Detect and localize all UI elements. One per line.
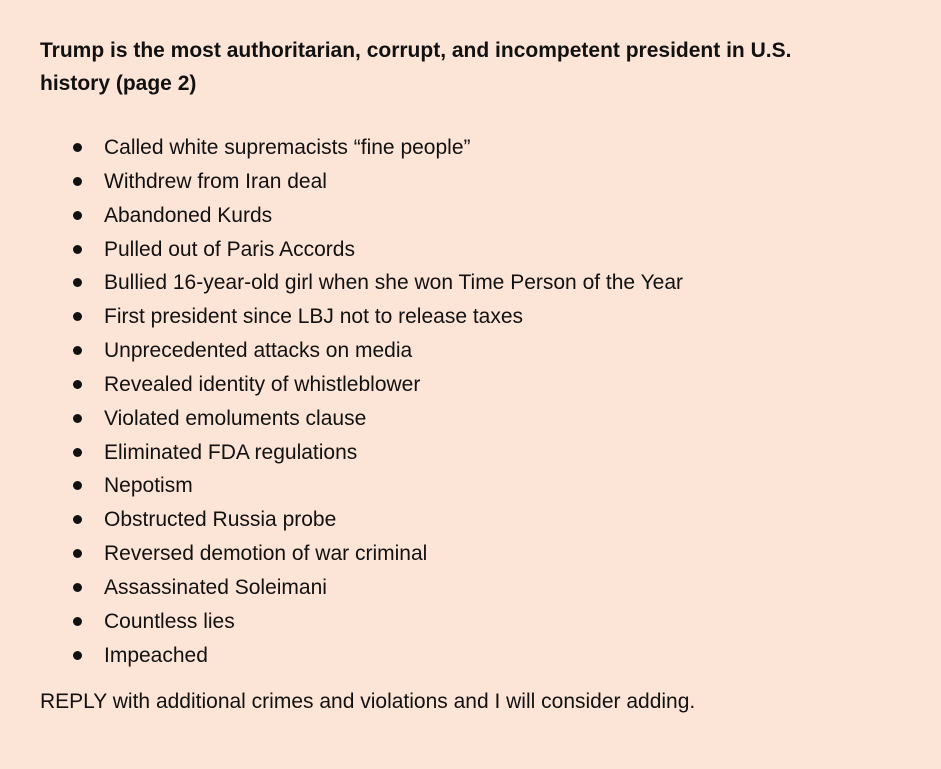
list-item	[40, 233, 683, 267]
bullet-icon	[73, 380, 82, 389]
bullet-icon	[73, 583, 82, 592]
bullet-icon	[73, 414, 82, 423]
bullet-icon	[73, 177, 82, 186]
bullet-icon	[73, 651, 82, 660]
document-title: Trump is the most authoritarian, corrupt, and incompetent president in U.S. history (page 2)	[40, 39, 792, 95]
list-item-text: Revealed identity of whistleblower	[104, 372, 421, 396]
bullet-icon	[73, 549, 82, 558]
list-item	[40, 571, 683, 605]
list-item-text: Nepotism	[104, 474, 193, 498]
list-item	[40, 402, 683, 436]
bullet-icon	[73, 278, 82, 287]
bullet-list	[40, 131, 683, 673]
reply-note: REPLY with additional crimes and violations and I will consider adding.	[40, 690, 696, 713]
list-item-text: Eliminated FDA regulations	[104, 440, 358, 464]
bullet-icon	[73, 211, 82, 220]
list-item	[40, 131, 683, 165]
list-item-text: Assassinated Soleimani	[104, 575, 327, 599]
bullet-icon	[73, 245, 82, 254]
list-item-text: Impeached	[104, 643, 208, 667]
document	[40, 34, 920, 713]
list-item-text: Bullied 16-year-old girl when she won Time Person of the Year	[104, 271, 683, 295]
list-item	[40, 436, 683, 470]
list-item-text: Pulled out of Paris Accords	[104, 237, 355, 261]
bullet-icon	[73, 448, 82, 457]
bullet-icon	[73, 617, 82, 626]
list-item	[40, 199, 683, 233]
list-item	[40, 469, 683, 503]
list-item-text: Abandoned Kurds	[104, 203, 273, 227]
list-item-text: Withdrew from Iran deal	[104, 169, 327, 193]
list-item	[40, 368, 683, 402]
list-item-text: Called white supremacists “fine people”	[104, 136, 471, 159]
list-item-text: First president since LBJ not to release taxes	[104, 305, 524, 329]
list-item-text: Violated emoluments clause	[104, 406, 367, 430]
bullet-icon	[73, 346, 82, 355]
list-item	[40, 165, 683, 199]
list-item-text: Countless lies	[104, 609, 235, 633]
list-item-text: Reversed demotion of war criminal	[104, 542, 428, 566]
list-item-text: Unprecedented attacks on media	[104, 339, 413, 363]
bullet-icon	[73, 312, 82, 321]
list-item	[40, 300, 683, 334]
list-item	[40, 503, 683, 537]
bullet-icon	[73, 481, 82, 490]
list-item	[40, 334, 683, 368]
list-item	[40, 537, 683, 571]
bullet-icon	[73, 143, 82, 152]
list-item	[40, 605, 683, 639]
list-item	[40, 266, 683, 300]
list-item-text: Obstructed Russia probe	[104, 508, 337, 532]
list-item	[40, 639, 683, 673]
bullet-icon	[73, 515, 82, 524]
